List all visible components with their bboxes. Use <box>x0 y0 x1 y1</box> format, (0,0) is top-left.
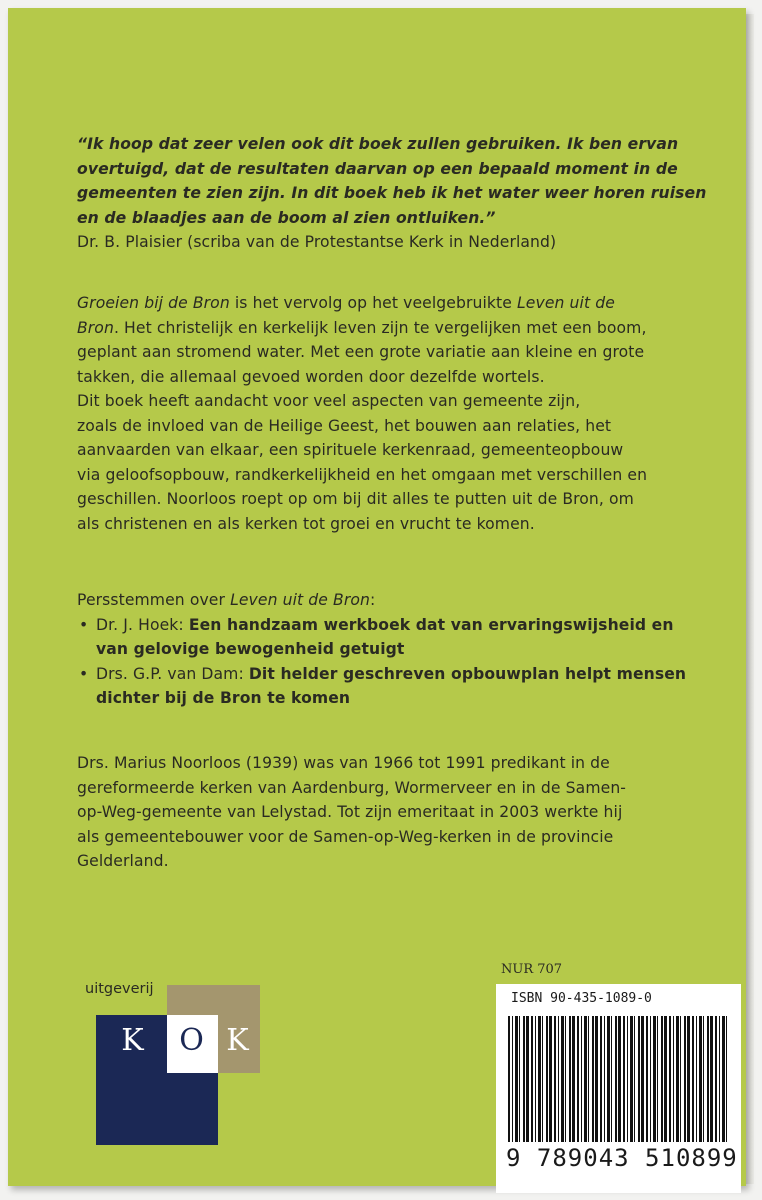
press-colon: : <box>369 591 376 609</box>
referenced-book-title-end: Bron <box>77 318 114 337</box>
blurb-line: zoals de invloed van de Heilige Geest, het bouwen aan relaties, het <box>77 416 612 435</box>
press-intro <box>77 588 717 613</box>
quote-line: overtuigd, dat de resultaten daarvan op een bepaald moment in de <box>77 159 678 178</box>
blurb-line: aanvaarden van elkaar, een spirituele kerkenraad, gemeenteopbouw <box>77 441 624 459</box>
blurb-line: via geloofsopbouw, randkerkelijkheid en het omgaan met verschillen en <box>77 465 648 484</box>
endorsement-quote <box>77 132 717 255</box>
press-book-title: Leven uit de Bron <box>230 591 370 609</box>
press-review-text: Dit helder geschreven opbouwplan helpt mensen <box>248 664 687 683</box>
book-description <box>77 291 717 536</box>
quote-line: gemeenten te zien zijn. In dit boek heb ik het water weer horen ruisen <box>77 184 707 202</box>
logo-letter: K <box>121 1023 145 1058</box>
publisher-logo <box>96 985 260 1145</box>
press-review-text: van gelovige bewogenheid getuigt <box>96 640 405 658</box>
blurb-line: geschillen. Noorloos roept op om bij dit alles te putten uit de Bron, om <box>77 490 634 508</box>
blurb-line: takken, die allemaal gevoed worden door dezelfde wortels. <box>77 367 545 386</box>
blurb-line: geplant aan stromend water. Met een grote variatie aan kleine en grote <box>77 343 645 361</box>
blurb-line: als christenen en als kerken tot groei en vrucht te komen. <box>77 514 535 533</box>
press-source: Drs. G.P. van Dam: <box>96 664 249 683</box>
press-intro-text: Persstemmen over <box>77 591 231 609</box>
logo-letter: O <box>179 1023 205 1058</box>
press-source: Dr. J. Hoek: <box>96 615 189 634</box>
blurb-line <box>77 291 717 316</box>
press-review-text: dichter bij de Bron te komen <box>96 689 351 707</box>
bio-line: op-Weg-gemeente van Lelystad. Tot zijn emeritaat in 2003 werkte hij <box>77 803 623 821</box>
press-list <box>77 613 717 711</box>
publisher-label: uitgeverij <box>85 981 154 997</box>
blurb-text: . Het christelijk en kerkelijk leven zijn te vergelijken met een boom, <box>113 318 647 337</box>
bio-line: Drs. Marius Noorloos (1939) was van 1966 tot 1991 predikant in de <box>77 754 610 772</box>
blurb-text: is het vervolg op het veelgebruikte <box>229 294 518 312</box>
isbn-barcode-box <box>496 984 741 1193</box>
quote-attribution: Dr. B. Plaisier (scriba van de Protestantse Kerk in Nederland) <box>77 233 557 251</box>
page-edge <box>746 14 754 1184</box>
blurb-line: Dit boek heeft aandacht voor veel aspecten van gemeente zijn, <box>77 392 581 410</box>
isbn-number: ISBN 90-435-1089-0 <box>511 991 652 1006</box>
bio-line: als gemeentebouwer voor de Samen-op-Weg-kerken in de provincie <box>77 827 614 846</box>
barcode <box>508 1016 730 1142</box>
blurb-line <box>77 316 717 341</box>
bio-line: Gelderland. <box>77 852 169 870</box>
press-item <box>77 613 717 662</box>
barcode-number: 9 789043 510899 <box>506 1144 738 1172</box>
referenced-book-title: Leven uit de <box>517 294 615 312</box>
quote-line: “Ik hoop dat zeer velen ook dit boek zullen gebruiken. Ik ben ervan <box>77 135 679 153</box>
book-title: Groeien bij de Bron <box>77 294 230 312</box>
quote-line: en de blaadjes aan de boom al zien ontluiken.” <box>77 208 496 227</box>
nur-code: NUR 707 <box>501 962 563 977</box>
press-reviews <box>77 588 717 711</box>
press-item <box>77 662 717 711</box>
press-review-text: Een handzaam werkboek dat van ervaringswijsheid en <box>188 615 674 634</box>
bio-line: gereformeerde kerken van Aardenburg, Wormerveer en in de Samen- <box>77 778 627 797</box>
author-bio <box>77 751 717 874</box>
book-back-cover <box>8 8 746 1186</box>
logo-letter: K <box>226 1023 250 1058</box>
